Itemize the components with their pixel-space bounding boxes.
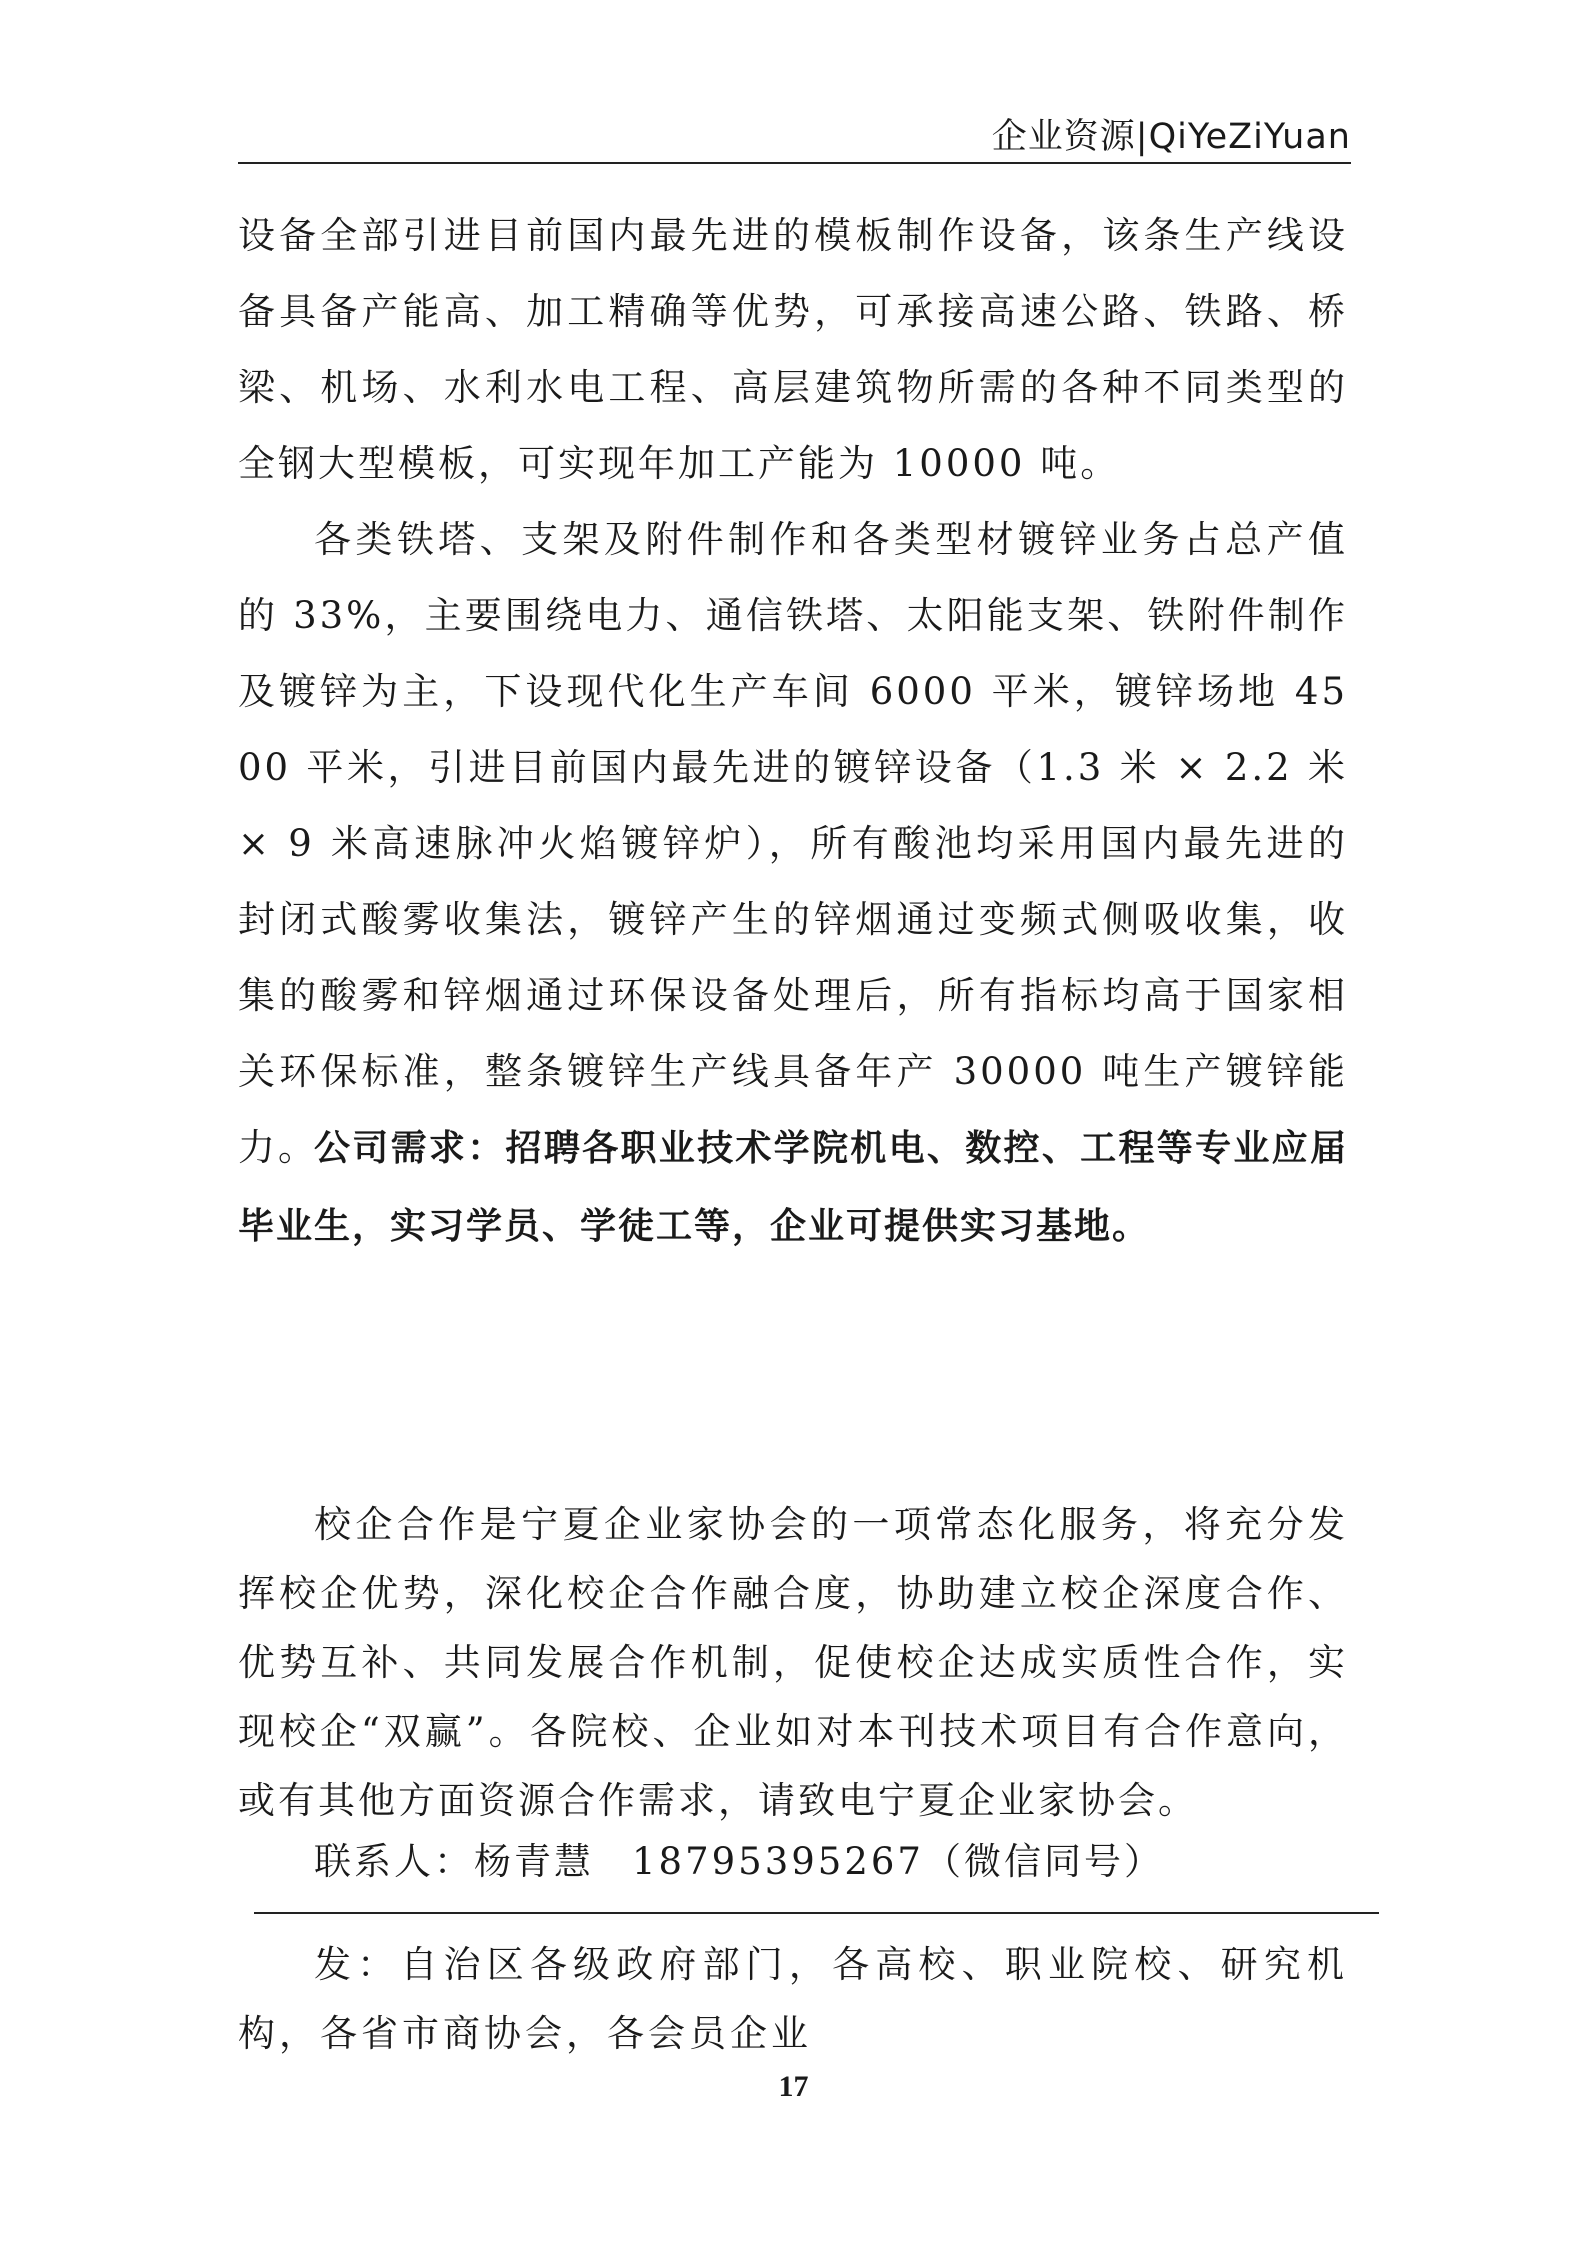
divider-line — [254, 1912, 1379, 1914]
contact-person: 联系人：杨青慧 — [314, 1840, 594, 1883]
contact-line — [314, 1832, 1164, 1892]
header-section-title: 企业资源 — [991, 117, 1136, 157]
distribution-list: 发：自治区各级政府部门，各高校、职业院校、研究机构，各省市商协会，各会员企业 — [238, 1943, 1348, 2055]
paragraph-template-equipment: 设备全部引进目前国内最先进的模板制作设备，该条生产线设备具备产能高、加工精确等优势，可承接高速公路、铁路、桥梁、机场、水利水电工程、高层建筑物所需的各种不同类型的全钢大型模板，可实现年加工产能为 10000 吨。 — [238, 214, 1348, 485]
header-separator: | — [1135, 117, 1149, 157]
paragraph-company-demand: 公司需求：招聘各职业技术学院机电、数控、工程等专业应届毕业生，实习学员、学徒工等，企业可提供实习基地。 — [238, 1128, 1348, 1247]
running-header — [238, 112, 1351, 164]
header-pinyin: QiYeZiYuan — [1148, 117, 1351, 157]
paragraph-galvanizing-business: 各类铁塔、支架及附件制作和各类型材镀锌业务占总产值的 33%，主要围绕电力、通信铁塔、太阳能支架、铁附件制作及镀锌为主，下设现代化生产车间 6000 平米，镀锌场地 4500 平米，引进目前国内最先进的镀锌设备（1.3 米 × 2.2 米 × 9 米高速脉冲火焰镀锌炉），所有酸池均采用国内最先进的封闭式酸雾收集法，镀锌产生的锌烟通过变频式侧吸收集，收集的酸雾和锌烟通过环保设备处理后，所有指标均高于国家相关环保标准，整条镀锌生产线具备年产 30000 吨生产镀锌能力。 — [238, 518, 1348, 1169]
contact-phone: 18795395267（微信同号） — [632, 1840, 1164, 1883]
page-number: 17 — [778, 2070, 809, 2103]
paragraph-school-enterprise-cooperation: 校企合作是宁夏企业家协会的一项常态化服务，将充分发挥校企优势，深化校企合作融合度，协助建立校企深度合作、优势互补、共同发展合作机制，促使校企达成实质性合作，实现校企“双赢”。各院校、企业如对本刊技术项目有合作意向，或有其他方面资源合作需求，请致电宁夏企业家协会。 — [238, 1503, 1348, 1822]
